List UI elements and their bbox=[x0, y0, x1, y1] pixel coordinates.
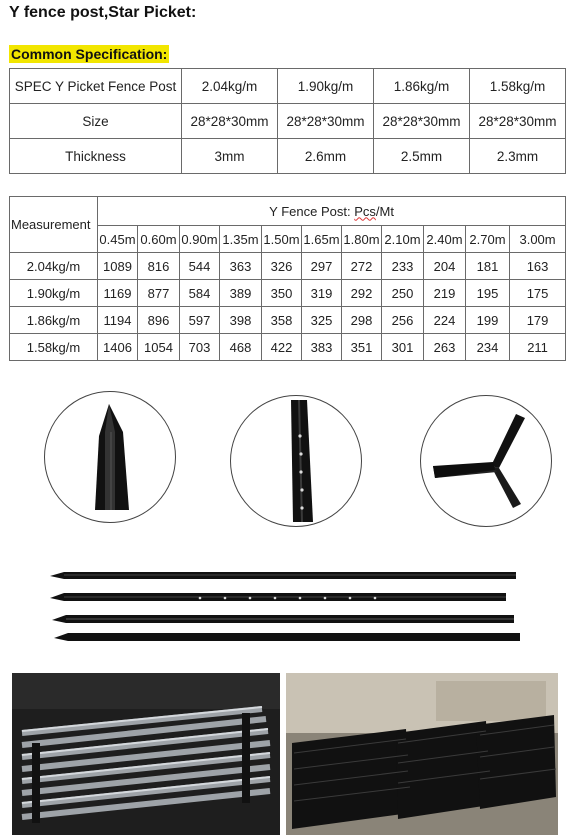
spec-weight-cell: 2.04kg/m bbox=[182, 69, 278, 104]
measure-cell: 544 bbox=[180, 253, 220, 280]
measure-cell: 256 bbox=[382, 307, 424, 334]
measure-cell: 298 bbox=[342, 307, 382, 334]
length-cell: 1.80m bbox=[342, 226, 382, 253]
measure-cell: 319 bbox=[302, 280, 342, 307]
measure-cell: 163 bbox=[510, 253, 566, 280]
measure-weight-cell: 1.58kg/m bbox=[10, 334, 98, 361]
measure-cell: 297 bbox=[302, 253, 342, 280]
measure-cell: 877 bbox=[138, 280, 180, 307]
measure-cell: 896 bbox=[138, 307, 180, 334]
measure-caption-row bbox=[10, 197, 566, 226]
measure-cell: 181 bbox=[466, 253, 510, 280]
length-cell: 2.70m bbox=[466, 226, 510, 253]
measure-cell: 292 bbox=[342, 280, 382, 307]
measure-cell: 195 bbox=[466, 280, 510, 307]
measure-corner-label: Measurement bbox=[10, 197, 98, 253]
spec-header-label: SPEC Y Picket Fence Post bbox=[10, 69, 182, 104]
galvanized-stack-photo bbox=[12, 673, 280, 835]
spec-cell: 2.5mm bbox=[374, 139, 470, 174]
measure-cell: 233 bbox=[382, 253, 424, 280]
spec-cell: 28*28*30mm bbox=[278, 104, 374, 139]
measure-cell: 1194 bbox=[98, 307, 138, 334]
measure-cell: 398 bbox=[220, 307, 262, 334]
post-tip-photo bbox=[44, 391, 176, 523]
measure-cell: 422 bbox=[262, 334, 302, 361]
measure-weight-cell: 1.90kg/m bbox=[10, 280, 98, 307]
spec-weight-cell: 1.86kg/m bbox=[374, 69, 470, 104]
measure-cell: 350 bbox=[262, 280, 302, 307]
length-cell: 1.50m bbox=[262, 226, 302, 253]
spec-cell: 3mm bbox=[182, 139, 278, 174]
measure-cell: 301 bbox=[382, 334, 424, 361]
length-cell: 0.60m bbox=[138, 226, 180, 253]
length-cell: 2.10m bbox=[382, 226, 424, 253]
spec-size-row bbox=[10, 104, 566, 139]
measure-cell: 389 bbox=[220, 280, 262, 307]
spec-table bbox=[9, 68, 566, 174]
measure-cell: 468 bbox=[220, 334, 262, 361]
measure-cell: 1169 bbox=[98, 280, 138, 307]
spec-weight-cell: 1.58kg/m bbox=[470, 69, 566, 104]
measure-cell: 326 bbox=[262, 253, 302, 280]
measure-cell: 199 bbox=[466, 307, 510, 334]
post-tip-icon bbox=[45, 392, 175, 522]
black-stack-image bbox=[286, 673, 558, 835]
measure-cell: 1089 bbox=[98, 253, 138, 280]
spec-header-row bbox=[10, 69, 566, 104]
measure-cell: 597 bbox=[180, 307, 220, 334]
post-profile-photo bbox=[420, 395, 552, 527]
length-cell: 3.00m bbox=[510, 226, 566, 253]
galvanized-stack-image bbox=[12, 673, 280, 835]
measure-cell: 703 bbox=[180, 334, 220, 361]
measure-cell: 272 bbox=[342, 253, 382, 280]
post-bar bbox=[54, 633, 520, 641]
full-length-posts bbox=[50, 562, 520, 642]
spec-cell: 28*28*30mm bbox=[374, 104, 470, 139]
measure-cell: 179 bbox=[510, 307, 566, 334]
measure-row bbox=[10, 253, 566, 280]
length-cell: 1.35m bbox=[220, 226, 262, 253]
measure-cell: 584 bbox=[180, 280, 220, 307]
spec-cell: 2.6mm bbox=[278, 139, 374, 174]
measure-cell: 234 bbox=[466, 334, 510, 361]
measure-weight-cell: 1.86kg/m bbox=[10, 307, 98, 334]
spec-cell: 2.3mm bbox=[470, 139, 566, 174]
spec-weight-cell: 1.90kg/m bbox=[278, 69, 374, 104]
measure-cell: 250 bbox=[382, 280, 424, 307]
black-stack-photo bbox=[286, 673, 558, 835]
spec-thickness-row bbox=[10, 139, 566, 174]
measure-row bbox=[10, 334, 566, 361]
spec-row-label: Thickness bbox=[10, 139, 182, 174]
measure-cell: 204 bbox=[424, 253, 466, 280]
measure-cell: 351 bbox=[342, 334, 382, 361]
measure-caption-pcs: Pcs bbox=[354, 203, 376, 219]
measure-cell: 816 bbox=[138, 253, 180, 280]
detail-photos bbox=[0, 385, 574, 535]
measure-cell: 1054 bbox=[138, 334, 180, 361]
measure-caption bbox=[98, 197, 566, 226]
measure-row bbox=[10, 280, 566, 307]
length-cell: 2.40m bbox=[424, 226, 466, 253]
post-holes-icon bbox=[231, 396, 361, 526]
measure-caption-suffix: /Mt bbox=[375, 203, 394, 219]
measure-cell: 383 bbox=[302, 334, 342, 361]
measure-cell: 224 bbox=[424, 307, 466, 334]
measure-cell: 363 bbox=[220, 253, 262, 280]
measure-cell: 175 bbox=[510, 280, 566, 307]
spec-row-label: Size bbox=[10, 104, 182, 139]
measure-cell: 219 bbox=[424, 280, 466, 307]
length-cell: 0.90m bbox=[180, 226, 220, 253]
length-cell: 0.45m bbox=[98, 226, 138, 253]
measure-caption-prefix: Y Fence Post: bbox=[269, 203, 355, 219]
spec-heading: Common Specification: bbox=[11, 46, 168, 62]
measure-row bbox=[10, 307, 566, 334]
spec-cell: 28*28*30mm bbox=[470, 104, 566, 139]
measure-weight-cell: 2.04kg/m bbox=[10, 253, 98, 280]
measurement-table bbox=[9, 196, 566, 361]
post-holes-photo bbox=[230, 395, 362, 527]
measure-cell: 358 bbox=[262, 307, 302, 334]
measure-cell: 263 bbox=[424, 334, 466, 361]
y-profile-icon bbox=[421, 396, 551, 526]
measure-cell: 211 bbox=[510, 334, 566, 361]
spec-cell: 28*28*30mm bbox=[182, 104, 278, 139]
page-title: Y fence post,Star Picket: bbox=[9, 4, 197, 21]
measure-cell: 1406 bbox=[98, 334, 138, 361]
measure-cell: 325 bbox=[302, 307, 342, 334]
length-cell: 1.65m bbox=[302, 226, 342, 253]
